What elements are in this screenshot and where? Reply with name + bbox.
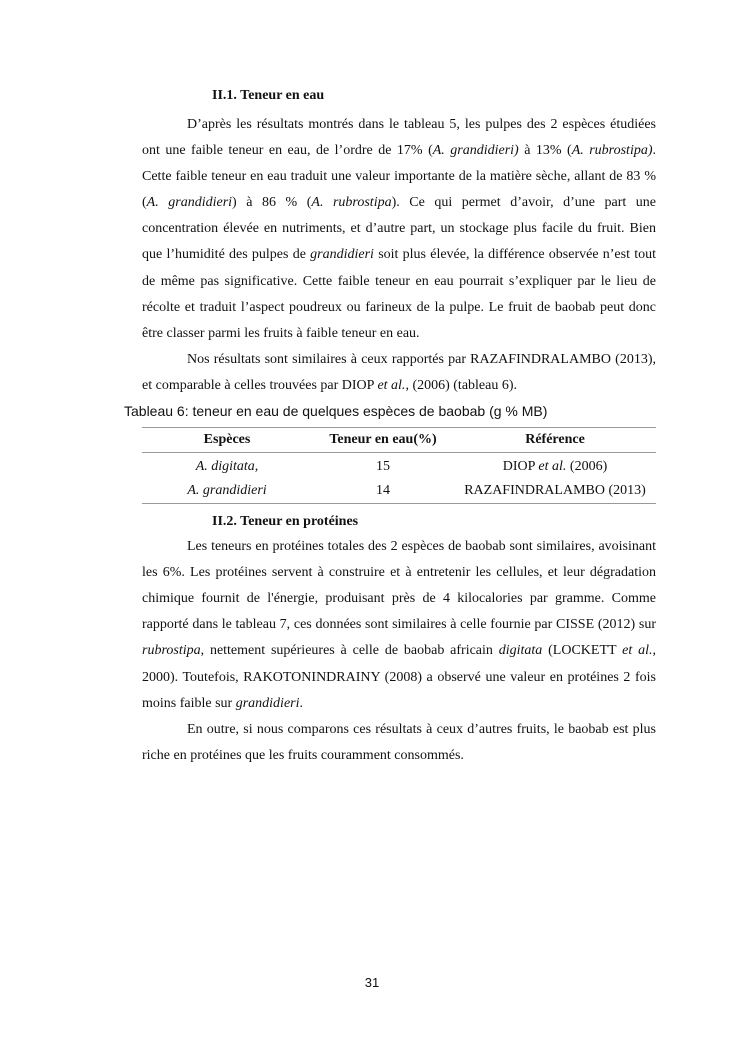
- table-header-row: [142, 428, 656, 453]
- header-reference: Référence: [525, 432, 585, 448]
- page-number: 31: [364, 975, 380, 990]
- page-content: [124, 86, 657, 769]
- table-caption: Tableau 6: teneur en eau de quelques espèces de baobab (g % MB): [124, 403, 548, 420]
- section-heading-water: II.1. Teneur en eau: [212, 88, 325, 103]
- cell-value: 14: [376, 483, 390, 499]
- water-content-table: [142, 427, 656, 504]
- cell-species: A. digitata,: [195, 459, 259, 475]
- paragraph-protein-results: Les teneurs en protéines totales des 2 espèces de baobab sont similaires, avoisinant les 6%. Les protéines servent à construire et à entretenir les cellules, et leur dégradation chimique fournit de l'énergie, produisant près de 4 kilocalories par gramme. Comme rapporté dans le tableau 7, ces données sont similaires à celle fournie par CISSE (2012) sur rubrostipa, nettement supérieures à celle de baobab africain digitata (LOCKETT et al., 2000). Toutefois, RAKOTONINDRAINY (2008) a observé une valeur en protéines 2 fois moins faible sur grandidieri.: [142, 539, 656, 711]
- paragraph-protein-comparison: En outre, si nous comparons ces résultats à ceux d’autres fruits, le baobab est plus riche en protéines que les fruits couramment consommés.: [142, 721, 656, 763]
- section-heading-protein: II.2. Teneur en protéines: [212, 514, 359, 530]
- paragraph-water-comparison: Nos résultats sont similaires à ceux rapportés par RAZAFINDRALAMBO (2013), et comparable à celles trouvées par DIOP et al., (2006) (tableau 6).: [142, 351, 656, 393]
- paragraph-water-results: D’après les résultats montrés dans le tableau 5, les pulpes des 2 espèces étudiées ont une faible teneur en eau, de l’ordre de 17% (A. grandidieri) à 13% (A. rubrostipa). Cette faible teneur en eau traduit une valeur importante de la matière sèche, allant de 83 % (A. grandidieri) à 86 % (A. rubrostipa). Ce qui permet d’avoir, d’une part une concentration élevée en nutriments, et d’autre part, un stockage plus facile du fruit. Bien que l’humidité des pulpes de grandidieri soit plus élevée, la différence observée n’est tout de même pas significative. Cette faible teneur en eau pourrait s’expliquer par le lieu de récolte et traduit l’aspect poudreux ou farineux de la pulpe. Le fruit de baobab peut donc être classer parmi les fruits à faible teneur en eau.: [142, 117, 657, 341]
- cell-reference: RAZAFINDRALAMBO (2013): [464, 483, 646, 499]
- cell-species: A. grandidieri: [187, 483, 267, 499]
- header-species: Espèces: [203, 432, 251, 448]
- cell-reference: DIOP et al. (2006): [502, 459, 608, 475]
- table-row: [142, 479, 656, 504]
- cell-value: 15: [376, 459, 390, 475]
- table-row: [142, 453, 656, 480]
- header-water-content: Teneur en eau(%): [329, 432, 437, 448]
